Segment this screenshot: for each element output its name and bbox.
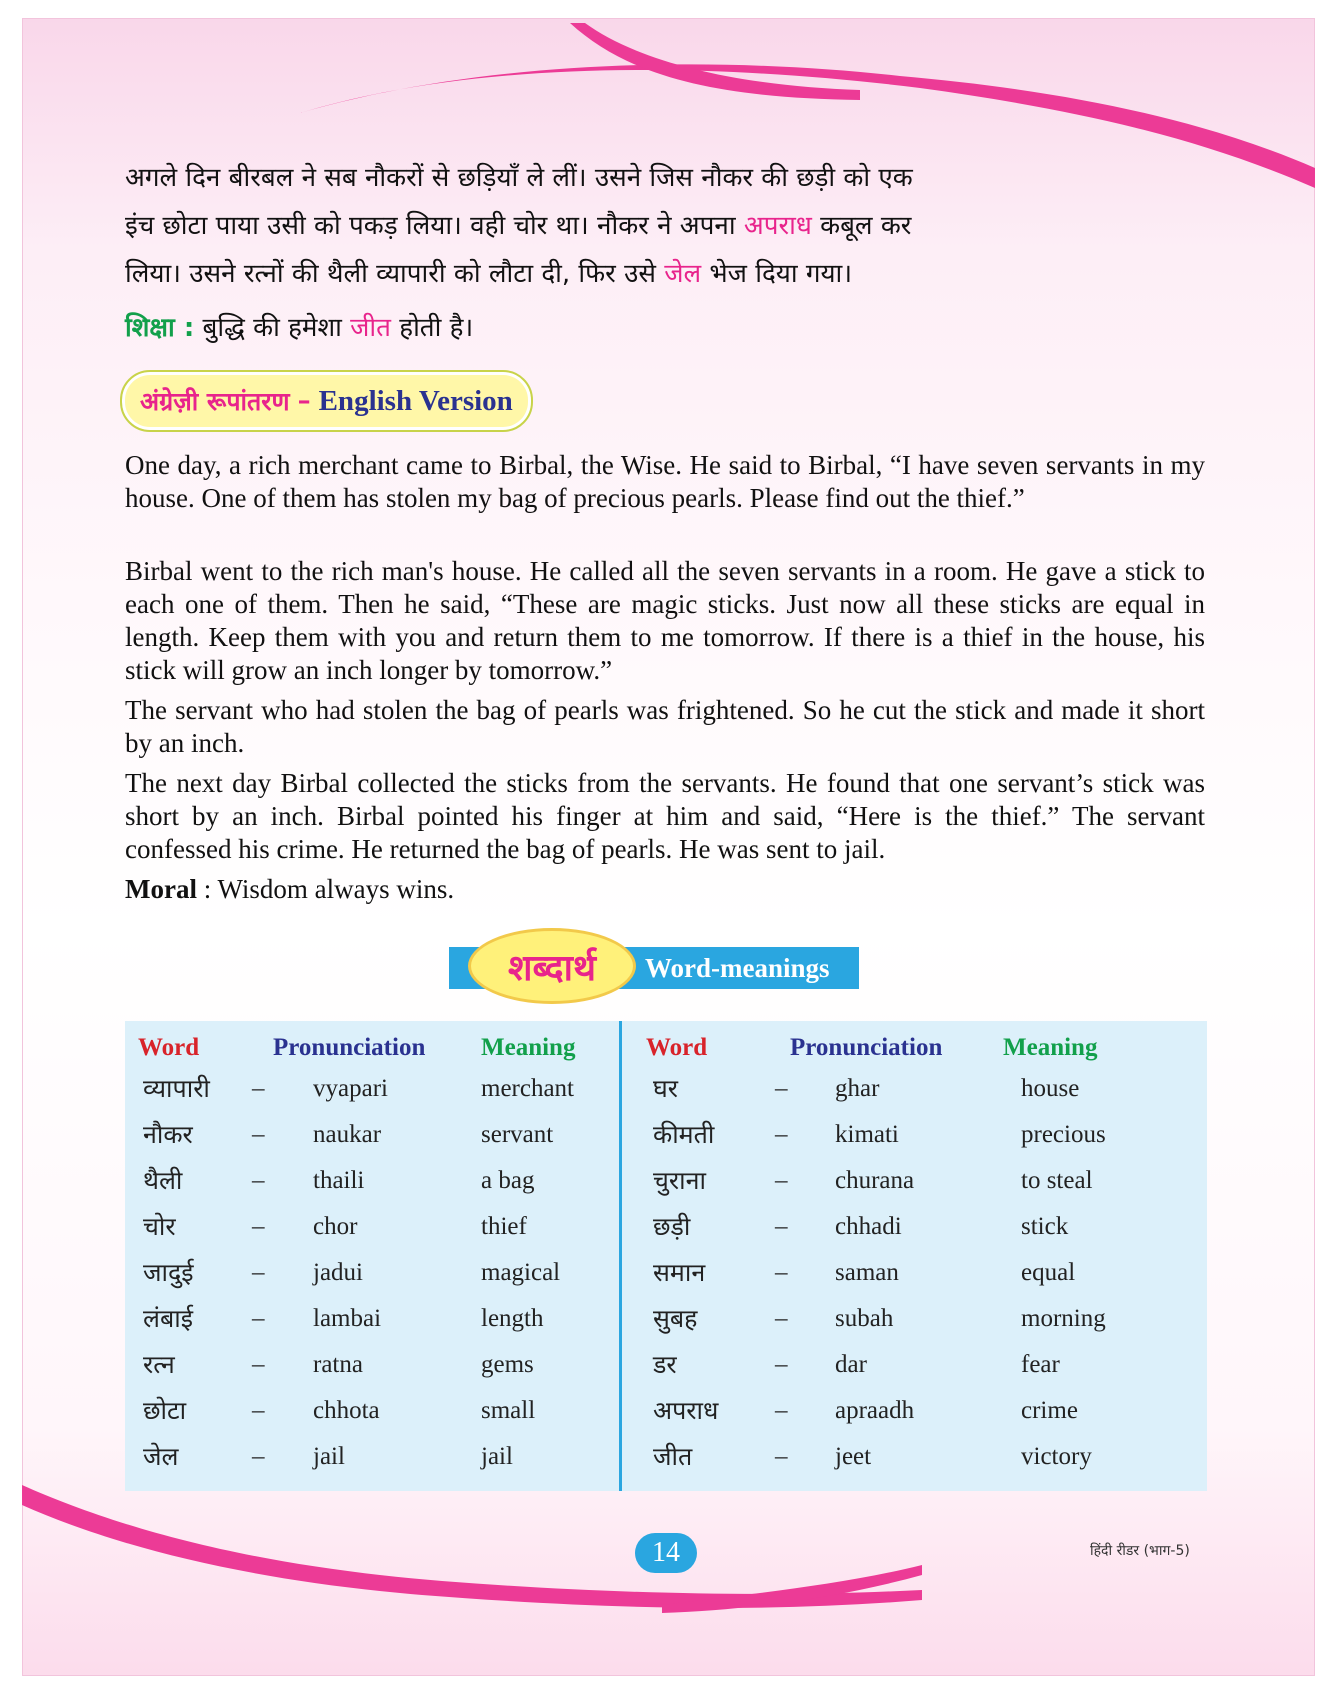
- table-dash: –: [775, 1213, 788, 1240]
- table-word: अपराध: [653, 1396, 719, 1425]
- header-word-left: Word: [138, 1034, 200, 1061]
- book-title: हिंदी रीडर (भाग-5): [1090, 1543, 1190, 1559]
- table-dash: –: [775, 1259, 788, 1286]
- table-dash: –: [252, 1397, 265, 1424]
- table-meaning: servant: [481, 1121, 554, 1148]
- table-meaning: small: [481, 1397, 536, 1424]
- english-moral-label: Moral: [125, 874, 197, 904]
- table-pronunciation: dar: [835, 1351, 867, 1378]
- hindi-text: होती है।: [391, 313, 474, 343]
- table-pronunciation: jail: [313, 1443, 345, 1470]
- table-dash: –: [252, 1305, 265, 1332]
- hindi-line-3: [125, 250, 1205, 298]
- english-paragraph-2: Birbal went to the rich man's house. He called all the seven servants in a room. He gave a stick to each one of them. Then he said, “These are magic sticks. Just now all these sticks are equal in length. Keep them with you and return them to me tomorrow. If there is a thief in the house, his stick will grow an inch longer by tomorrow.”: [125, 556, 1205, 685]
- table-word: जादुई: [143, 1258, 194, 1287]
- table-word: चुराना: [653, 1166, 706, 1195]
- table-pronunciation: vyapari: [313, 1075, 388, 1102]
- hindi-line-1: अगले दिन बीरबल ने सब नौकरों से छड़ियाँ ले लीं। उसने जिस नौकर की छड़ी को एक: [125, 163, 913, 193]
- bottom-swoosh-decoration: [22, 1485, 922, 1635]
- table-pronunciation: chhota: [313, 1397, 380, 1424]
- version-heading-hindi: अंग्रेज़ी रूपांतरण: [140, 387, 290, 416]
- table-dash: –: [775, 1443, 788, 1470]
- table-word: जीत: [653, 1442, 693, 1471]
- table-meaning: fear: [1021, 1351, 1060, 1378]
- table-meaning: merchant: [481, 1075, 575, 1102]
- table-pronunciation: saman: [835, 1259, 899, 1286]
- table-meaning: gems: [481, 1351, 534, 1378]
- hindi-story: [125, 154, 1205, 352]
- english-moral-text: : Wisdom always wins.: [196, 874, 455, 904]
- table-meaning: magical: [481, 1259, 561, 1286]
- table-dash: –: [252, 1351, 265, 1378]
- table-meaning: morning: [1021, 1305, 1106, 1332]
- hindi-highlight-aparadh: अपराध: [743, 211, 812, 241]
- table-pronunciation: naukar: [313, 1121, 382, 1148]
- table-word: थैली: [143, 1166, 183, 1195]
- table-word: समान: [653, 1258, 706, 1287]
- english-paragraph-1: One day, a rich merchant came to Birbal, the Wise. He said to Birbal, “I have seven servants in my house. One of them has stolen my bag of precious pearls. Please find out the thief.”: [125, 450, 1205, 513]
- version-heading-dash: –: [297, 386, 311, 416]
- table-word: जेल: [143, 1442, 179, 1471]
- table-dash: –: [775, 1305, 788, 1332]
- hindi-text: भेज दिया गया।: [701, 259, 853, 289]
- table-dash: –: [775, 1397, 788, 1424]
- table-dash: –: [252, 1121, 265, 1148]
- table-meaning: thief: [481, 1213, 527, 1240]
- table-word: नौकर: [143, 1120, 193, 1149]
- table-dash: –: [775, 1121, 788, 1148]
- table-meaning: to steal: [1021, 1167, 1093, 1194]
- table-pronunciation: jadui: [313, 1259, 363, 1286]
- table-word: व्यापारी: [143, 1074, 210, 1103]
- table-word: छोटा: [143, 1396, 187, 1425]
- hindi-line-2: [125, 202, 1205, 250]
- table-word: छड़ी: [653, 1212, 691, 1241]
- table-pronunciation: thaili: [313, 1167, 365, 1194]
- table-word: लंबाई: [143, 1304, 193, 1333]
- table-pronunciation: ratna: [313, 1351, 363, 1378]
- header-pronunciation-left: Pronunciation: [273, 1034, 426, 1061]
- table-word: कीमती: [653, 1120, 715, 1149]
- table-meaning: precious: [1021, 1121, 1106, 1148]
- hindi-highlight-jail: जेल: [664, 259, 702, 289]
- table-pronunciation: kimati: [835, 1121, 899, 1148]
- table-dash: –: [252, 1443, 265, 1470]
- table-pronunciation: chhadi: [835, 1213, 902, 1240]
- header-meaning-right: Meaning: [1003, 1034, 1098, 1061]
- table-meaning: victory: [1021, 1443, 1092, 1470]
- table-word: घर: [653, 1074, 679, 1103]
- hindi-moral-label: शिक्षा :: [125, 313, 195, 343]
- table-meaning: stick: [1021, 1213, 1069, 1240]
- table-column-divider: [619, 1021, 622, 1491]
- word-meanings-english-title: Word-meanings: [645, 953, 830, 983]
- hindi-text: बुद्धि की हमेशा: [194, 313, 351, 343]
- table-dash: –: [252, 1167, 265, 1194]
- table-pronunciation: ghar: [835, 1075, 880, 1102]
- english-paragraph-3: The servant who had stolen the bag of pearls was frightened. So he cut the stick and made it short by an inch.: [125, 695, 1205, 758]
- table-meaning: crime: [1021, 1397, 1078, 1424]
- hindi-moral: [125, 304, 1205, 352]
- hindi-text: इंच छोटा पाया उसी को पकड़ लिया। वही चोर था। नौकर ने अपना: [125, 211, 744, 241]
- table-meaning: jail: [481, 1443, 513, 1470]
- table-dash: –: [775, 1167, 788, 1194]
- table-dash: –: [775, 1075, 788, 1102]
- table-word: रत्न: [143, 1350, 175, 1379]
- hindi-highlight-jeet: जीत: [350, 313, 391, 343]
- version-heading-english: English Version: [318, 384, 513, 417]
- table-dash: –: [252, 1075, 265, 1102]
- table-pronunciation: lambai: [313, 1305, 382, 1332]
- word-meanings-hindi-title: शब्दार्थ: [468, 928, 636, 1004]
- english-moral: [125, 873, 1205, 906]
- table-meaning: length: [481, 1305, 544, 1332]
- table-meaning: house: [1021, 1075, 1080, 1102]
- hindi-text: लिया। उसने रत्नों की थैली व्यापारी को लौटा दी, फिर उसे: [125, 259, 665, 289]
- page-number: 14: [635, 1533, 697, 1573]
- header-meaning-left: Meaning: [481, 1034, 576, 1061]
- table-pronunciation: apraadh: [835, 1397, 915, 1424]
- header-pronunciation-right: Pronunciation: [790, 1034, 943, 1061]
- table-pronunciation: jeet: [835, 1443, 872, 1470]
- table-word: सुबह: [653, 1304, 698, 1333]
- table-pronunciation: subah: [835, 1305, 894, 1332]
- table-dash: –: [252, 1259, 265, 1286]
- english-version-heading: [120, 370, 533, 432]
- table-pronunciation: chor: [313, 1213, 358, 1240]
- table-word: डर: [653, 1350, 677, 1379]
- table-meaning: equal: [1021, 1259, 1076, 1286]
- header-word-right: Word: [646, 1034, 708, 1061]
- table-word: चोर: [143, 1212, 176, 1241]
- table-dash: –: [775, 1351, 788, 1378]
- hindi-text: कबूल कर: [811, 211, 912, 241]
- english-paragraph-4: The next day Birbal collected the sticks from the servants. He found that one servant’s stick was short by an inch. Birbal pointed his finger at him and said, “Here is the thief.” The servant confessed his crime. He returned the bag of pearls. He was sent to jail.: [125, 768, 1205, 864]
- table-meaning: a bag: [481, 1167, 535, 1194]
- table-pronunciation: churana: [835, 1167, 915, 1194]
- table-dash: –: [252, 1213, 265, 1240]
